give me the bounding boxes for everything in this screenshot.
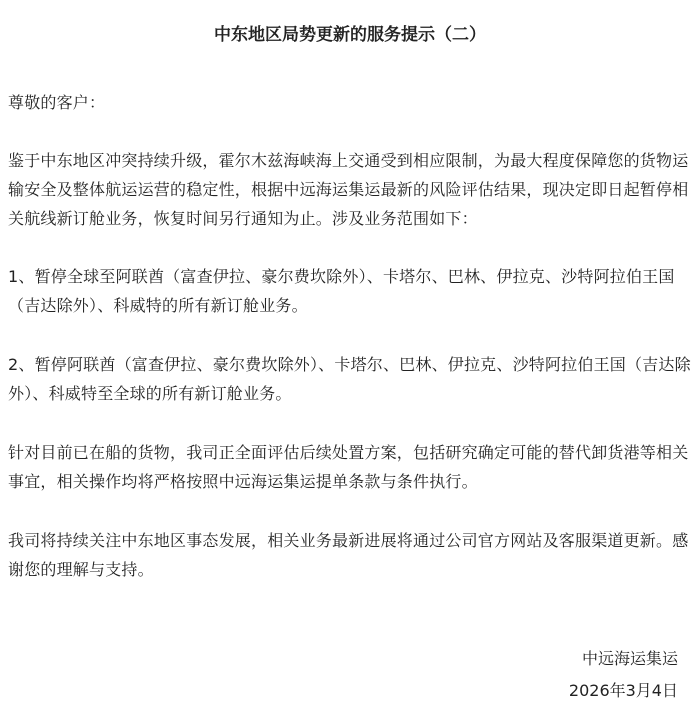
suspension-item-1: 1、暂停全球至阿联酋（富查伊拉、豪尔费坎除外）、卡塔尔、巴林、伊拉克、沙特阿拉伯王国（吉达除外）、科威特的所有新订舱业务。 — [8, 267, 675, 315]
signature-company: 中远海运集运 — [581, 649, 678, 668]
suspension-item-2: 2、暂停阿联酋（富查伊拉、豪尔费坎除外）、卡塔尔、巴林、伊拉克、沙特阿拉伯王国（吉达除外）、科威特至全球的所有新订舱业务。 — [8, 355, 691, 403]
closing-paragraph: 我司将持续关注中东地区事态发展，相关业务最新进展将通过公司官方网站及客服渠道更新。感谢您的理解与支持。 — [8, 531, 689, 579]
signature-date: 2026年3月4日 — [568, 681, 678, 700]
intro-paragraph: 鉴于中东地区冲突持续升级，霍尔木兹海峡海上交通受到相应限制，为最大程度保障您的货物运输安全及整体航运运营的稳定性，根据中远海运集运最新的风险评估结果，现决定即日起暂停相关航线新订舱业务，恢复时间另行通知为止。涉及业务范围如下： — [8, 151, 689, 228]
greeting: 尊敬的客户： — [8, 93, 106, 112]
notice-title: 中东地区局势更新的服务提示（二） — [214, 25, 486, 45]
cargo-paragraph: 针对目前已在船的货物，我司正全面评估后续处置方案，包括研究确定可能的替代卸货港等相关事宜，相关操作均将严格按照中远海运集运提单条款与条件执行。 — [8, 443, 689, 491]
